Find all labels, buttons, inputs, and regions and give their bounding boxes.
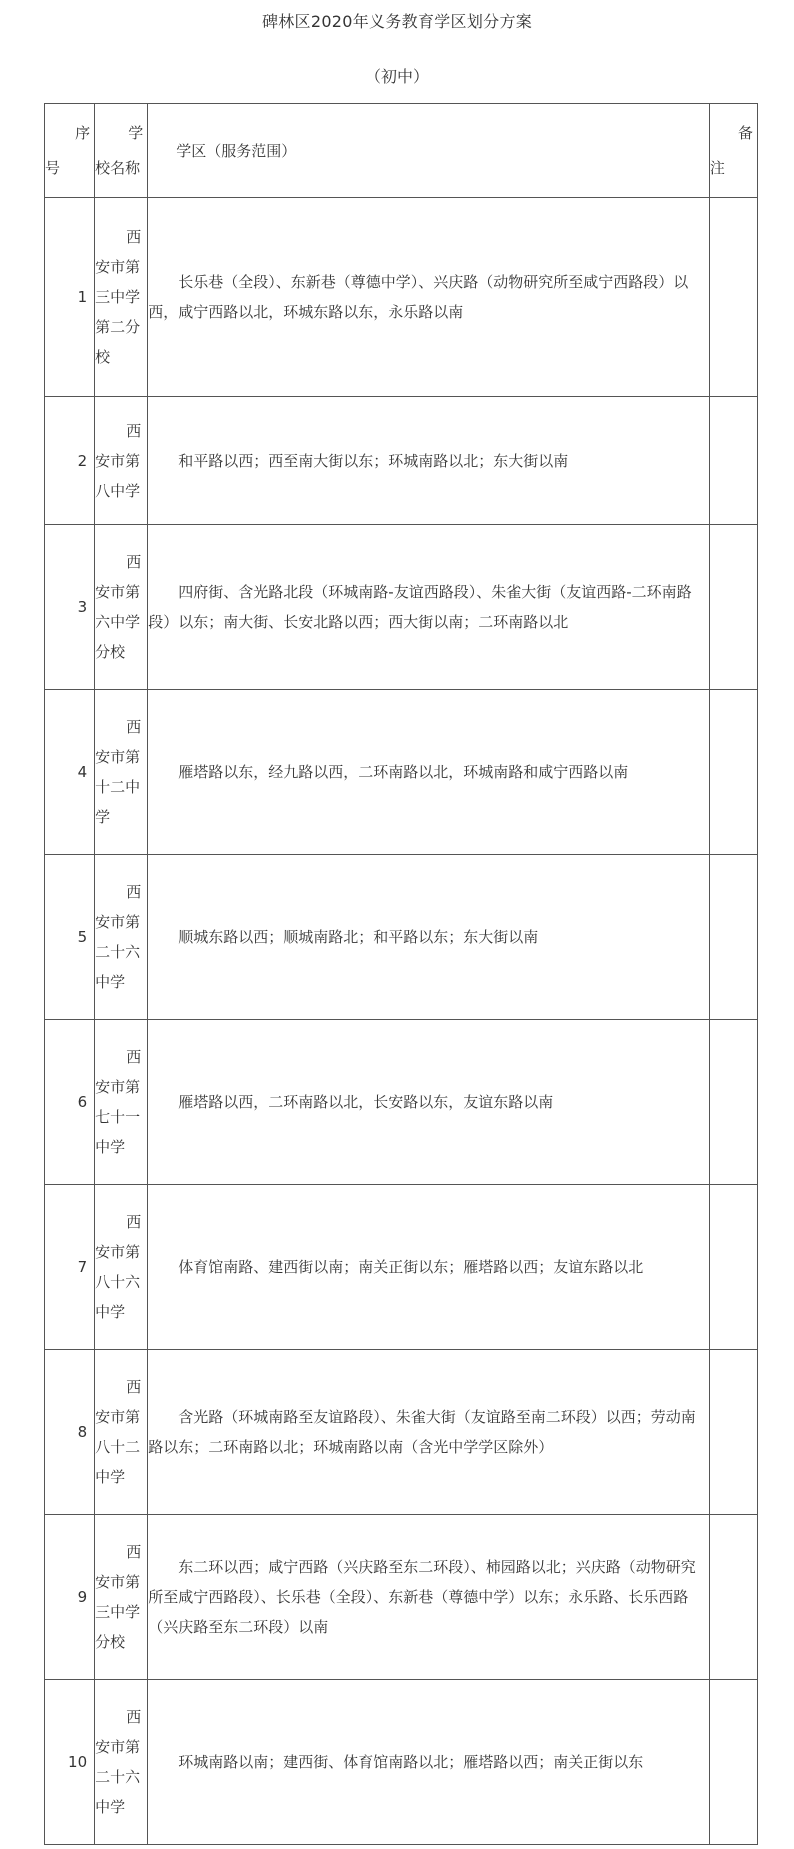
row-school: [95, 690, 148, 855]
header-seq-top: 序: [75, 124, 91, 142]
school-name-first: 西: [126, 1543, 142, 1561]
row-seq: 9: [45, 1515, 95, 1680]
row-note: [709, 1680, 757, 1845]
document-title: 碑林区2020年义务教育学区划分方案: [261, 12, 533, 31]
school-name-first: 西: [126, 553, 142, 571]
school-name-first: 西: [126, 718, 142, 736]
row-area: 四府街、含光路北段（环城南路-友谊西路段）、朱雀大街（友谊西路-二环南路段）以东；南大街、长安北路以西；西大街以南；二环南路以北: [148, 525, 710, 690]
school-name-rest: 安市第八十二中学: [95, 1408, 141, 1486]
school-name-rest: 安市第三中学分校: [95, 1573, 141, 1651]
school-name-rest: 安市第八十六中学: [95, 1243, 141, 1321]
school-name-rest: 安市第二十六中学: [95, 913, 141, 991]
header-note: [709, 104, 757, 198]
table-row: [45, 1185, 758, 1350]
table-row: [45, 1680, 758, 1845]
row-seq: 5: [45, 855, 95, 1020]
school-name-rest: 安市第七十一中学: [95, 1078, 141, 1156]
school-name-first: 西: [126, 883, 142, 901]
row-area: 顺城东路以西；顺城南路北；和平路以东；东大街以南: [148, 855, 710, 1020]
row-school: [95, 1185, 148, 1350]
table-row: [45, 1020, 758, 1185]
row-area: 含光路（环城南路至友谊路段）、朱雀大街（友谊路至南二环段）以西；劳动南路以东；二环南路以北；环城南路以南（含光中学学区除外）: [148, 1350, 710, 1515]
row-seq: 7: [45, 1185, 95, 1350]
school-name-first: 西: [126, 1213, 142, 1231]
header-school-bottom: 校名称: [95, 159, 141, 177]
row-seq: 4: [45, 690, 95, 855]
table-row: [45, 397, 758, 525]
row-note: [709, 1020, 757, 1185]
table-row: [45, 198, 758, 397]
row-note: [709, 1515, 757, 1680]
row-note: [709, 1185, 757, 1350]
row-area: 环城南路以南；建西街、体育馆南路以北；雁塔路以西；南关正街以东: [148, 1680, 710, 1845]
school-name-rest: 安市第三中学第二分校: [95, 258, 141, 366]
header-seq: [45, 104, 95, 198]
row-note: [709, 1350, 757, 1515]
row-school: [95, 198, 148, 397]
school-name-first: 西: [126, 421, 142, 440]
row-area: 雁塔路以西，二环南路以北，长安路以东，友谊东路以南: [148, 1020, 710, 1185]
school-name-rest: 安市第二十六中学: [95, 1738, 141, 1816]
row-seq: 3: [45, 525, 95, 690]
header-note-bottom: 注: [709, 159, 725, 177]
header-area: [148, 104, 710, 198]
table-row: [45, 855, 758, 1020]
row-school: [95, 855, 148, 1020]
row-area: 体育馆南路、建西街以南；南关正街以东；雁塔路以西；友谊东路以北: [148, 1185, 710, 1350]
header-area-label: 学区（服务范围）: [176, 141, 297, 160]
row-note: [709, 198, 757, 397]
row-note: [709, 525, 757, 690]
table-header-row: [45, 104, 758, 198]
school-name-rest: 安市第十二中学: [95, 748, 141, 826]
table-row: [45, 1350, 758, 1515]
row-area: 长乐巷（全段）、东新巷（尊德中学）、兴庆路（动物研究所至咸宁西路段）以西，咸宁西路以北，环城东路以东，永乐路以南: [148, 198, 710, 397]
row-seq: 8: [45, 1350, 95, 1515]
row-note: [709, 397, 757, 525]
row-area: 东二环以西；咸宁西路（兴庆路至东二环段）、柿园路以北；兴庆路（动物研究所至咸宁西路段）、长乐巷（全段）、东新巷（尊德中学）以东；永乐路、长乐西路（兴庆路至东二环段）以南: [148, 1515, 710, 1680]
row-seq: 2: [45, 397, 95, 525]
header-school-top: 学: [128, 124, 144, 142]
school-name-first: 西: [126, 1378, 142, 1396]
row-school: [95, 1350, 148, 1515]
row-seq: 1: [45, 198, 95, 397]
row-school: [95, 1515, 148, 1680]
school-name-first: 西: [126, 1708, 142, 1726]
school-name-rest: 安市第八中学: [95, 451, 141, 500]
document-subtitle: （初中）: [364, 67, 429, 86]
row-area: 和平路以西；西至南大街以东；环城南路以北；东大街以南: [148, 397, 710, 525]
school-name-first: 西: [126, 1048, 142, 1066]
row-school: [95, 1680, 148, 1845]
header-school: [95, 104, 148, 198]
table-row: [45, 690, 758, 855]
table-row: [45, 1515, 758, 1680]
header-seq-bottom: 号: [45, 159, 61, 177]
row-school: [95, 1020, 148, 1185]
row-note: [709, 690, 757, 855]
row-school: [95, 397, 148, 525]
header-note-top: 备: [737, 124, 753, 142]
school-name-first: 西: [126, 228, 142, 246]
row-seq: 6: [45, 1020, 95, 1185]
district-table: [44, 103, 758, 1845]
school-name-rest: 安市第六中学分校: [95, 583, 141, 661]
row-area: 雁塔路以东，经九路以西，二环南路以北，环城南路和咸宁西路以南: [148, 690, 710, 855]
row-seq: 10: [45, 1680, 95, 1845]
row-school: [95, 525, 148, 690]
table-row: [45, 525, 758, 690]
row-note: [709, 855, 757, 1020]
